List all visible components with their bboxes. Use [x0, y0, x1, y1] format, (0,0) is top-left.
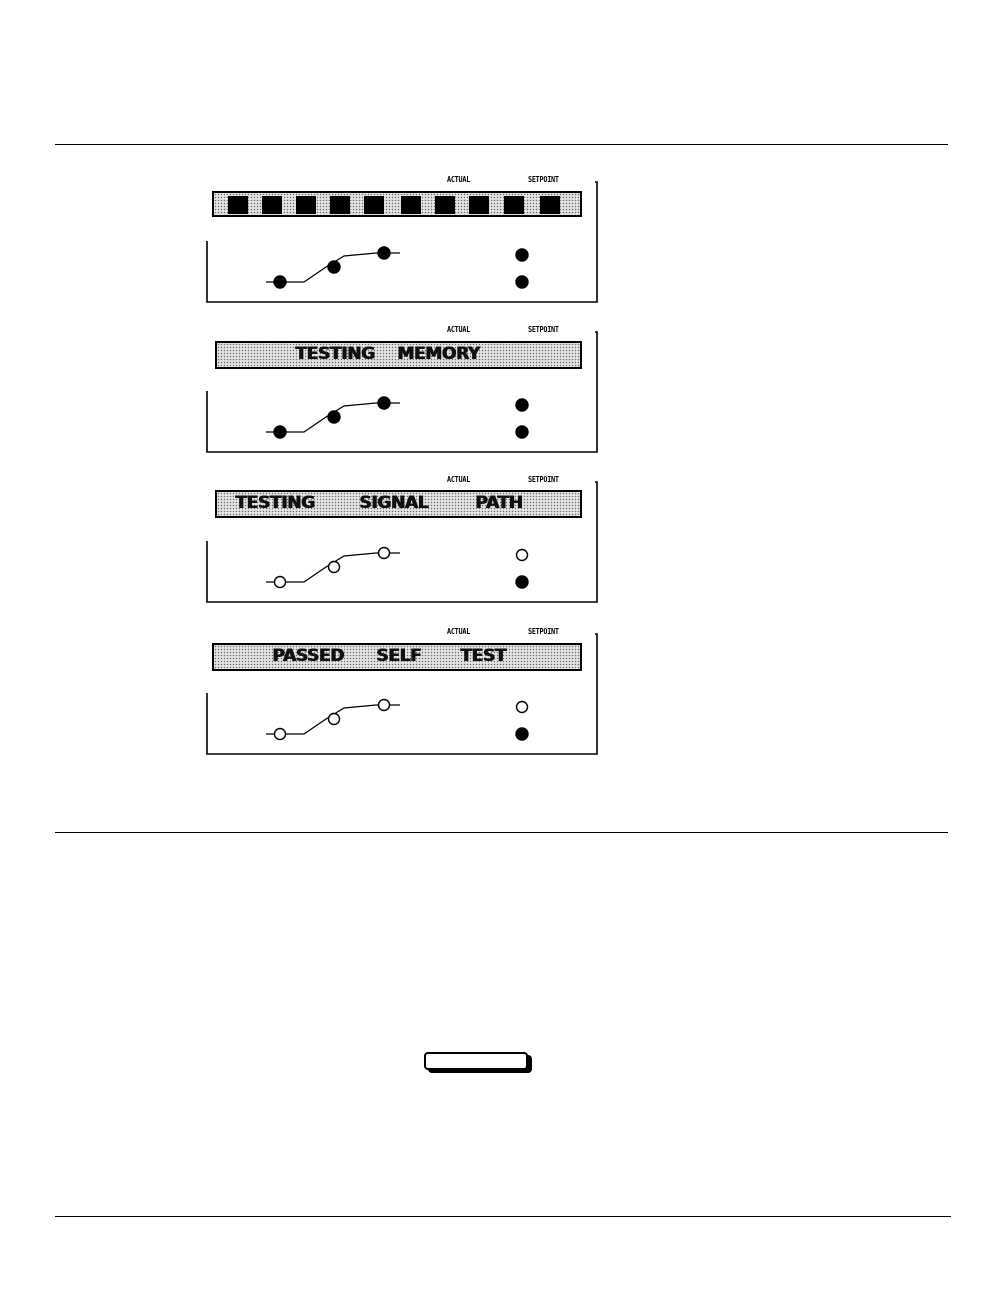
setpoint-indicator-dot [516, 728, 528, 740]
display-panel-testing-signal-path [200, 475, 600, 615]
lcd-segment [262, 196, 282, 214]
lcd-word: TESTING [295, 344, 375, 364]
lcd-segment [296, 196, 316, 214]
lcd-display [215, 490, 582, 518]
lcd-display [212, 191, 582, 217]
curve-point-high [378, 247, 390, 259]
curve-point-mid [328, 261, 340, 273]
actual-label: ACTUAL [447, 627, 471, 636]
setpoint-label: SETPOINT [528, 627, 559, 636]
lcd-word: SIGNAL [359, 493, 428, 513]
lcd-word: TESTING [235, 493, 315, 513]
actual-indicator-dot [516, 399, 528, 411]
curve-point-mid [329, 714, 340, 725]
lcd-word: SELF [376, 646, 422, 666]
curve-point-low [275, 577, 286, 588]
lcd-segment [540, 196, 560, 214]
actual-indicator-dot [517, 550, 528, 561]
setpoint-indicator-dot [516, 276, 528, 288]
lcd-segment [330, 196, 350, 214]
lcd-word: PASSED [272, 646, 344, 666]
lcd-segment [401, 196, 421, 214]
setpoint-indicator-dot [516, 576, 528, 588]
setpoint-label: SETPOINT [528, 475, 559, 484]
lcd-display [212, 643, 582, 671]
actual-label: ACTUAL [447, 325, 471, 334]
key-button[interactable] [424, 1052, 528, 1070]
curve-point-high [379, 548, 390, 559]
lcd-word: MEMORY [397, 344, 480, 364]
lcd-segment [435, 196, 455, 214]
actual-indicator-dot [517, 702, 528, 713]
actual-label: ACTUAL [447, 475, 471, 484]
display-panel-testing-memory [200, 325, 600, 465]
curve-point-low [275, 729, 286, 740]
lcd-segment [228, 196, 248, 214]
lcd-segment [364, 196, 384, 214]
lcd-display [215, 341, 582, 369]
lcd-word: PATH [475, 493, 523, 513]
curve-point-mid [328, 411, 340, 423]
bottom-rule [55, 1216, 951, 1217]
actual-indicator-dot [516, 249, 528, 261]
curve-point-high [379, 700, 390, 711]
setpoint-label: SETPOINT [528, 175, 559, 184]
lcd-segment [504, 196, 524, 214]
curve-point-high [378, 397, 390, 409]
curve-point-mid [329, 562, 340, 573]
lcd-segment [469, 196, 489, 214]
actual-label: ACTUAL [447, 175, 471, 184]
lcd-word: TEST [460, 646, 506, 666]
curve-point-low [274, 276, 286, 288]
top-rule [55, 144, 948, 145]
display-panel-all-segments [200, 175, 600, 315]
middle-rule [55, 832, 948, 833]
setpoint-indicator-dot [516, 426, 528, 438]
display-panel-passed-self-test [200, 627, 600, 767]
setpoint-label: SETPOINT [528, 325, 559, 334]
curve-point-low [274, 426, 286, 438]
